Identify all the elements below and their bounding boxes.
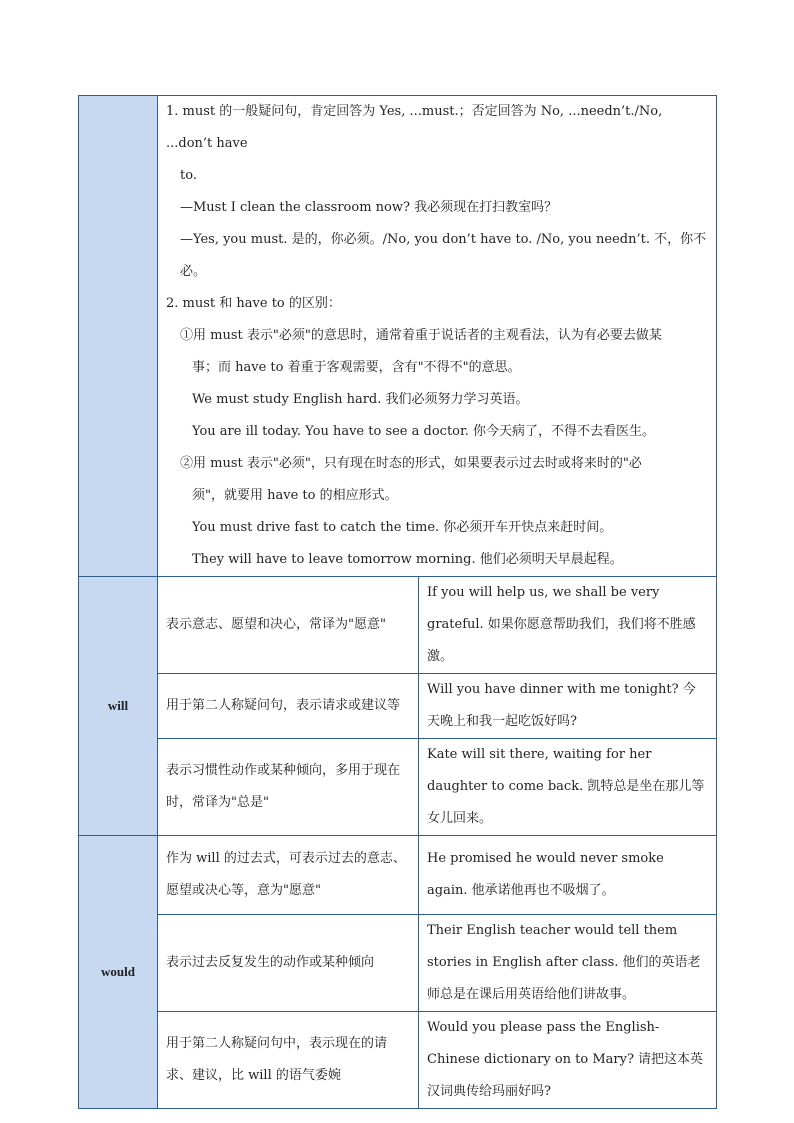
note-line: ②用 must 表示"必须"，只有现在时态的形式，如果要表示过去时或将来时的"必 <box>180 456 642 471</box>
would-desc: 用于第二人称疑问句中，表示现在的请求、建议，比 will 的语气委婉 <box>158 1012 419 1109</box>
would-desc: 表示过去反复发生的动作或某种倾向 <box>158 915 419 1012</box>
note-line: to. <box>180 168 197 183</box>
note-line: You are ill today. You have to see a doctor. 你今天病了，不得不去看医生。 <box>192 424 656 439</box>
would-desc: 作为 will 的过去式，可表示过去的意志、愿望或决心等，意为"愿意" <box>158 836 419 915</box>
would-example: He promised he would never smoke again. 他承诺他再也不吸烟了。 <box>419 836 717 915</box>
note-line: 1. must 的一般疑问句，肯定回答为 Yes, ...must.；否定回答为 No, ...needn’t./No, ...don’t have <box>166 104 663 151</box>
would-example: Their English teacher would tell them stories in English after class. 他们的英语老师总是在课后用英语给他们讲故事。 <box>419 915 717 1012</box>
would-example: Would you please pass the English-Chinese dictionary on to Mary? 请把这本英汉词典传给玛丽好吗? <box>419 1012 717 1109</box>
will-row <box>79 739 717 836</box>
will-example: If you will help us, we shall be very grateful. 如果你愿意帮助我们，我们将不胜感激。 <box>419 577 717 674</box>
will-row <box>79 674 717 739</box>
note-line: They will have to leave tomorrow morning. 他们必须明天早晨起程。 <box>192 552 623 567</box>
will-example: Will you have dinner with me tonight? 今天晚上和我一起吃饭好吗? <box>419 674 717 739</box>
note-line: 2. must 和 have to 的区别： <box>166 296 341 311</box>
note-line: 事；而 have to 着重于客观需要，含有"不得不"的意思。 <box>192 360 521 375</box>
will-desc: 表示意志、愿望和决心，常译为"愿意" <box>158 577 419 674</box>
must-notes-cell <box>158 96 717 577</box>
note-line: 须"，就要用 have to 的相应形式。 <box>192 488 398 503</box>
would-row <box>79 1012 717 1109</box>
grammar-table <box>78 95 717 1109</box>
would-keyword-cell: would <box>79 836 158 1109</box>
will-row <box>79 577 717 674</box>
must-keyword-cell <box>79 96 158 577</box>
note-line: You must drive fast to catch the time. 你必须开车开快点来赶时间。 <box>192 520 613 535</box>
must-notes-row <box>79 96 717 577</box>
would-row <box>79 836 717 915</box>
would-row <box>79 915 717 1012</box>
note-line: We must study English hard. 我们必须努力学习英语。 <box>192 392 529 407</box>
will-keyword-cell: will <box>79 577 158 836</box>
will-desc: 表示习惯性动作或某种倾向，多用于现在时，常译为"总是" <box>158 739 419 836</box>
will-example: Kate will sit there, waiting for her daughter to come back. 凯特总是坐在那儿等女儿回来。 <box>419 739 717 836</box>
will-desc: 用于第二人称疑问句，表示请求或建议等 <box>158 674 419 739</box>
note-line: —Must I clean the classroom now? 我必须现在打扫教室吗？ <box>180 200 558 215</box>
note-line: ①用 must 表示"必须"的意思时，通常着重于说话者的主观看法，认为有必要去做某 <box>180 328 662 343</box>
note-line: —Yes, you must. 是的，你必须。/No, you don’t have to. /No, you needn’t. 不，你不必。 <box>180 232 707 279</box>
